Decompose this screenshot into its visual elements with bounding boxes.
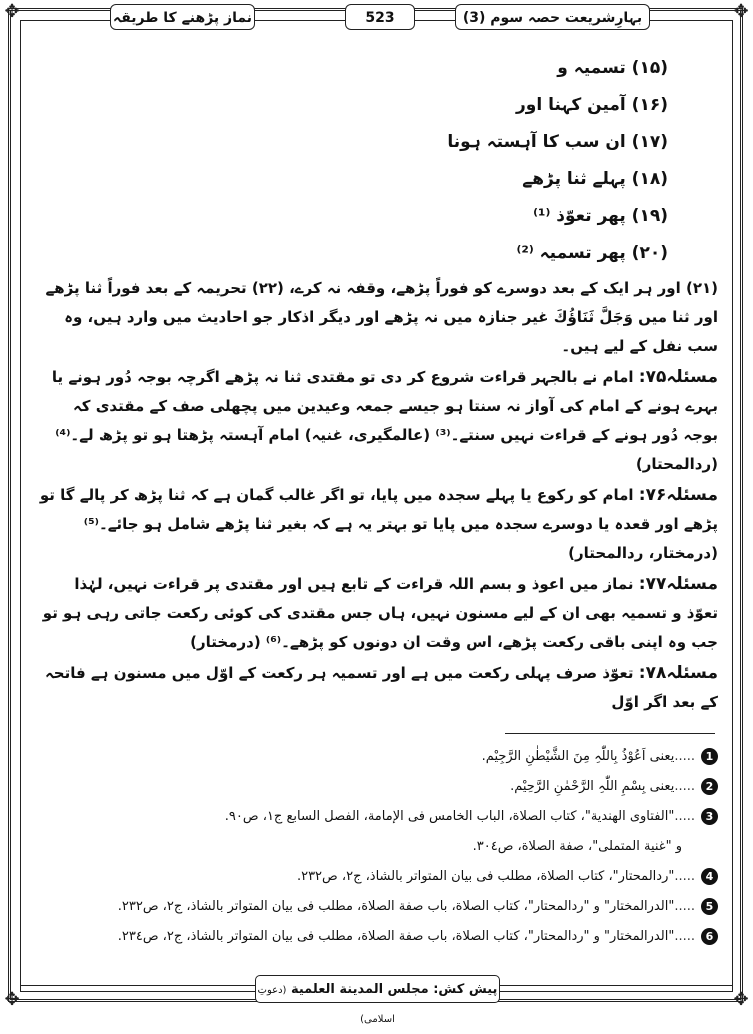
masala-paragraph [38, 659, 718, 717]
book-title: بہارِشریعت حصہ سوم (3) [455, 4, 650, 30]
footnote-text: "الدرالمختار" و "ردالمحتار"، کتاب الصلاة، باب صفة الصلاة، مطلب فی بیان المتواتر بالشاذ، ج٢، ص٢٣٢. [117, 899, 675, 914]
footnote: 5....."الدرالمختار" و "ردالمحتار"، کتاب الصلاة، باب صفة الصلاة، مطلب فی بیان المتواتر بالشاذ، ج٢، ص٢٣٢. [38, 892, 718, 922]
footnote-number: 4 [701, 868, 718, 885]
paragraph-text: امام کو رکوع یا پہلے سجدہ میں پایا، تو اگر غالب گمان ہے کہ ثنا پڑھ کر پالے گا تو پڑھے اور قعدہ یا دوسرے سجدہ میں پایا تو بہتر یہ ہے کہ بغیر ثنا پڑھے شامل ہو جائے۔⁽⁵⁾ (درمختار، ردالمحتار) [39, 486, 718, 562]
list-item: (۱۵) تسمیہ و [557, 58, 668, 78]
paragraph [38, 274, 718, 361]
footnote-number: 2 [701, 778, 718, 795]
list-item: (۱۶) آمین کہنا اور [515, 95, 668, 115]
page-number: 523 [345, 4, 415, 30]
masala-label: مسئلہ۷۷: [638, 574, 718, 594]
footnote-text: و "غنیة المتملی"، صفة الصلاة، ص٣٠٤. [472, 839, 682, 854]
paragraph-text: امام نے بالجہر قراءت شروع کر دی تو مقتدی ثنا نہ پڑھے اگرچہ بوجہ دُور ہونے یا بہرے ہونے کے امام کی آواز نہ سنتا ہو جیسے جمعہ وعیدین میں پچھلی صف کے مقتدی کہ بوجہ دُور ہونے کے قراءت نہیں سنتے۔⁽³⁾ (عالمگیری، غنیہ) امام آہستہ پڑھتا ہو تو پڑھ لے۔⁽⁴⁾ (ردالمحتار) [51, 368, 718, 473]
footnote-number: 5 [701, 898, 718, 915]
corner-ornament-icon: ✥ [4, 1, 20, 22]
paragraph-text: تعوّذ صرف پہلی رکعت میں ہے اور تسمیہ ہر رکعت کے اوّل میں مسنون ہے فاتحہ کے بعد اگر اوّل [44, 664, 718, 711]
footnote-text: یعنی اَعُوْذُ بِاللّٰہِ مِنَ الشَّیْطٰنِ الرَّجِیْم. [481, 749, 675, 764]
footnote-text: "الفتاوی الهندیة"، کتاب الصلاة، الباب الخامس فی الإمامة، الفصل السابع ج١، ص٩٠. [224, 809, 675, 824]
list-item: (۲۰) پھر تسمیہ ⁽²⁾ [516, 243, 668, 263]
footnote-text: "ردالمحتار"، کتاب الصلاة، مطلب فی بیان المتواتر بالشاذ، ج٢، ص٢٣٢. [296, 869, 675, 884]
footer-presenter: پیش کش: [433, 982, 498, 997]
footnote-text: "الدرالمختار" و "ردالمحتار"، کتاب الصلاة، باب صفة الصلاة، مطلب فی بیان المتواتر بالشاذ، ج٢، ص٢٣٤. [117, 929, 675, 944]
page-footer [255, 975, 500, 1025]
footnote: 1.....یعنی اَعُوْذُ بِاللّٰہِ مِنَ الشَّیْطٰنِ الرَّجِیْم. [38, 742, 718, 772]
footnotes [38, 742, 718, 952]
footnote: 6....."الدرالمختار" و "ردالمحتار"، کتاب الصلاة، باب صفة الصلاة، مطلب فی بیان المتواتر بالشاذ، ج٢، ص٢٣٤. [38, 922, 718, 952]
masala-paragraph [38, 481, 718, 568]
footnote-text: یعنی بِسْمِ اللّٰہِ الرَّحْمٰنِ الرَّحِیْم. [510, 779, 675, 794]
corner-ornament-icon: ✥ [733, 989, 749, 1010]
footnote-number: 3 [701, 808, 718, 825]
masala-paragraph [38, 570, 718, 657]
footnote-continuation [38, 832, 718, 862]
footer-publisher: مجلس المدینة العلمیة [290, 982, 429, 997]
corner-ornament-icon: ✥ [733, 1, 749, 22]
main-content [38, 50, 718, 719]
paragraph-text: نماز میں اعوذ و بسم اللہ قراءت کے تابع ہیں اور مقتدی پر قراءت نہیں، لہٰذا تعوّذ و تسمیہ بھی ان کے لیے مسنون نہیں، ہاں جس مقتدی کی کوئی رکعت جاتی رہی ہو تو جب وہ اپنی باقی رکعت پڑھے، اس وقت ان دونوں کو پڑھے۔⁽⁶⁾ (درمختار) [42, 575, 718, 651]
masala-label: مسئلہ۷۵: [638, 367, 718, 387]
page-header [110, 4, 650, 32]
masala-paragraph [38, 363, 718, 479]
footnote: 4....."ردالمحتار"، کتاب الصلاة، مطلب فی بیان المتواتر بالشاذ، ج٢، ص٢٣٢. [38, 862, 718, 892]
corner-ornament-icon: ✥ [4, 989, 20, 1010]
list-item: (۱۷) ان سب کا آہستہ ہونا [447, 132, 668, 152]
masala-label: مسئلہ۷۶: [638, 485, 718, 505]
footnote-divider [505, 733, 715, 734]
footnote: 3....."الفتاوی الهندیة"، کتاب الصلاة، الباب الخامس فی الإمامة، الفصل السابع ج١، ص٩٠. [38, 802, 718, 832]
list-item: (۱۸) پہلے ثنا پڑھے [522, 169, 668, 189]
footer-sub: (دعوتِ اسلامی) [257, 985, 395, 1025]
masala-label: مسئلہ۷۸: [638, 663, 718, 683]
paragraph-text: (۲۱) اور ہر ایک کے بعد دوسرے کو فوراً پڑھے، وقفہ نہ کرے، (۲۲) تحریمہ کے بعد فوراً ثنا پڑھے اور ثنا میں وَجَلَّ ثَنَاؤُكَ غیر جنازہ میں نہ پڑھے اور دیگر اذکار جو احادیث میں وارد ہیں، وہ سب نفل کے لیے ہیں۔ [45, 279, 718, 355]
footnote-number: 1 [701, 748, 718, 765]
footnote: 2.....یعنی بِسْمِ اللّٰہِ الرَّحْمٰنِ الرَّحِیْم. [38, 772, 718, 802]
footnote-number: 6 [701, 928, 718, 945]
list-item: (۱۹) پھر تعوّذ ⁽¹⁾ [533, 206, 668, 226]
chapter-title: نماز پڑھنے کا طریقہ [110, 4, 255, 30]
